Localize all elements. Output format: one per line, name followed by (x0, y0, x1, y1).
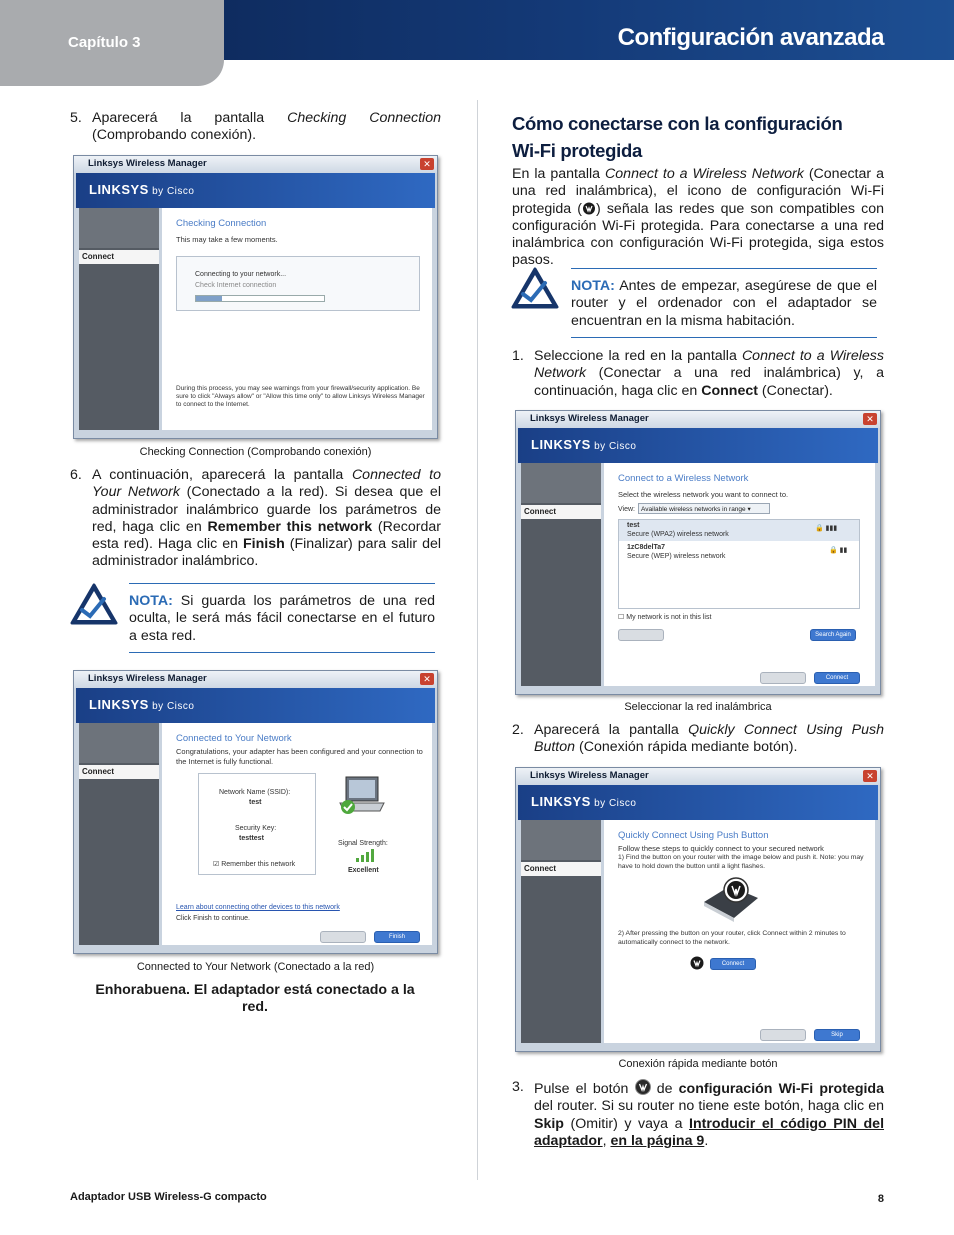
column-divider (477, 100, 478, 1180)
wps-icon (690, 956, 704, 970)
step-3-text: Pulse el botón de configuración Wi-Fi protegida del router. Si su router no tiene este botón, haga clic en Skip (Omitir) y vaya a Introducir el código PIN del adaptador, en la página 9. (534, 1081, 885, 1149)
network-2-security: Secure (WEP) wireless network (627, 553, 726, 560)
network-info-box (198, 773, 316, 875)
progress-box (176, 256, 420, 311)
network-1-name: test (627, 522, 640, 529)
step-2-text: Aparecerá la pantalla Quickly Connect Using Push Button (Conexión rápida mediante botón). (534, 722, 884, 756)
network-2-name: 1zC8delTa7 (627, 544, 665, 551)
ssid-label: Network Name (SSID): (219, 789, 291, 796)
caption-4: Conexión rápida mediante botón (618, 1058, 778, 1070)
panel-heading: Quickly Connect Using Push Button (618, 830, 769, 841)
step-1-text: Seleccione la red en la pantalla Connect to a Wireless Network (Conectar a una red inalámbrica) y, a continuación, haga clic en Connect (Conectar). (534, 348, 884, 399)
close-icon: ✕ (420, 158, 434, 170)
instruction-2: 2) After pressing the button on your router, click Connect within 2 minutes to automatically connect to the network. (618, 930, 846, 946)
skip-button[interactable]: Skip (814, 1029, 860, 1041)
window-title: Linksys Wireless Manager (516, 411, 880, 428)
back-button[interactable] (760, 672, 806, 684)
view-label: View: (618, 506, 635, 513)
panel-sub: This may take a few moments. (176, 235, 278, 244)
search-again-button[interactable]: Search Again (810, 629, 856, 641)
screenshot-push-button (515, 767, 881, 1052)
view-select[interactable]: Available wireless networks in range ▾ (638, 503, 770, 514)
back-button[interactable] (320, 931, 366, 943)
instruction-1: 1) Find the button on your router with the image below and push it. Note: you may have to hold down the button until a light flashes. (618, 854, 864, 870)
panel-sub: Follow these steps to quickly connect to your secured network (618, 844, 824, 853)
note-box-right (571, 268, 877, 338)
step-5-text: Aparecerá la pantalla Checking Connection (Comprobando conexión). (92, 110, 441, 144)
finish-hint: Click Finish to continue. (176, 915, 250, 922)
sidebar (79, 208, 159, 430)
signal-strength-icon (356, 848, 380, 862)
main-panel (604, 820, 875, 1043)
window-title: Linksys Wireless Manager (74, 671, 437, 688)
step-2-number: 2. (512, 722, 524, 738)
brand-sub: by Cisco (148, 186, 195, 197)
panel-sub: Congratulations, your adapter has been configured and your connection to the Internet is fully functional. (176, 747, 423, 766)
screenshot-select-network (515, 410, 881, 695)
footer-product: Adaptador USB Wireless-G compacto (70, 1191, 267, 1203)
brand-sub: by Cisco (590, 798, 637, 809)
step-1-number: 1. (512, 348, 524, 364)
screenshot-checking-connection (73, 155, 438, 439)
brand-sub: by Cisco (148, 701, 195, 712)
panel-heading: Connect to a Wireless Network (618, 473, 749, 484)
back-button[interactable] (760, 1029, 806, 1041)
network-list (618, 519, 860, 609)
brand-banner (76, 688, 435, 723)
close-icon: ✕ (420, 673, 434, 685)
page-link[interactable]: en la página 9 (610, 1132, 705, 1149)
brand-logo: LINKSYS (89, 182, 149, 197)
step-3-number: 3. (512, 1079, 524, 1095)
caption-2: Connected to Your Network (Conectado a la red) (136, 961, 375, 973)
close-icon: ✕ (863, 770, 877, 782)
connect-button[interactable]: Connect (814, 672, 860, 684)
remember-checkbox[interactable]: ☑ Remember this network (213, 861, 296, 868)
note-box-left (129, 583, 435, 653)
network-2-icons: 🔒 ▮▮ (829, 547, 848, 554)
brand-banner (518, 785, 878, 820)
section-title: Cómo conectarse con la configuración Wi-Fi protegida (512, 113, 843, 161)
brand-logo: LINKSYS (531, 794, 591, 809)
sidebar (521, 820, 601, 1043)
screenshot-connected (73, 670, 438, 954)
progress-line-1: Connecting to your network... (195, 271, 287, 278)
brand-banner (518, 428, 878, 463)
network-row[interactable] (619, 542, 859, 563)
wps-connect-button[interactable]: Connect (710, 958, 756, 970)
sidebar-connect: Connect (79, 765, 159, 779)
sidebar-connect: Connect (521, 505, 601, 519)
finish-button[interactable]: Finish (374, 931, 420, 943)
not-in-list-checkbox[interactable]: ☐ My network is not in this list (618, 614, 712, 621)
pin-link[interactable]: Introducir el código PIN del adaptador (534, 1115, 885, 1149)
sidebar (521, 463, 601, 686)
congrats-text: Enhorabuena. El adaptador está conectado a la red. (95, 982, 415, 1016)
panel-heading: Connected to Your Network (176, 733, 292, 744)
caption-3: Seleccionar la red inalámbrica (624, 701, 772, 713)
footer-page-number: 8 (877, 1193, 884, 1205)
caption-1: Checking Connection (Comprobando conexión) (139, 446, 372, 458)
router-wps-icon (700, 872, 762, 924)
progress-bar (195, 295, 325, 302)
check-note-icon (70, 583, 118, 627)
check-note-icon (511, 267, 559, 311)
step-5-number: 5. (70, 110, 82, 126)
signal-value: Excellent (348, 867, 379, 874)
signal-label: Signal Strength: (338, 840, 388, 847)
main-panel (604, 463, 875, 686)
network-row-selected[interactable] (619, 520, 859, 541)
main-panel (162, 723, 432, 945)
page-title: Configuración avanzada (617, 24, 884, 51)
note-text-left: NOTA: Si guarda los parámetros de una red oculta, le será más fácil conectarse en el futuro a esta red. (129, 593, 435, 644)
note-text-right: NOTA: Antes de empezar, asegúrese de que el router y el ordenador con el adaptador se encuentran en la misma habitación. (571, 278, 877, 329)
sidebar (79, 723, 159, 945)
key-label: Security Key: (235, 825, 277, 832)
chapter-label: Capítulo 3 (68, 34, 141, 51)
laptop-icon (338, 775, 388, 819)
intro-text: En la pantalla Connect to a Wireless Network (Conectar a una red inalámbrica), el icono de configuración Wi-Fi protegida ( ) señala las redes que son compatibles con configuración Wi-Fi protegida. Para conectarse a una red inalámbrica con configuración Wi-Fi protegida, siga estos pasos. (512, 166, 885, 269)
ssid-value: test (249, 799, 262, 806)
panel-heading: Checking Connection (176, 218, 267, 229)
sidebar-connect: Connect (521, 862, 601, 876)
step-6-text: A continuación, aparecerá la pantalla Connected to Your Network (Conectado a la red). Si desea que el administrador inalámbrico guarde los parámetros de red, haga clic en Remember this network (Recordar esta red). Haga clic en Finish (Finalizar) para salir del administrador inalámbrico. (92, 467, 442, 570)
wps-button-icon (635, 1079, 651, 1095)
advanced-button[interactable] (618, 629, 664, 641)
window-title: Linksys Wireless Manager (516, 768, 880, 785)
window-title: Linksys Wireless Manager (74, 156, 437, 173)
network-1-security: Secure (WPA2) wireless network (627, 531, 729, 538)
panel-sub: Select the wireless network you want to connect to. (618, 490, 789, 499)
brand-logo: LINKSYS (89, 697, 149, 712)
sidebar-connect: Connect (79, 250, 159, 264)
wps-icon (582, 202, 596, 215)
learn-link[interactable]: Learn about connecting other devices to this network (176, 904, 340, 911)
network-1-icons: 🔒 ▮▮▮ (815, 525, 838, 532)
brand-banner (76, 173, 435, 208)
brand-sub: by Cisco (590, 441, 637, 452)
step-6-number: 6. (70, 467, 82, 483)
brand-logo: LINKSYS (531, 437, 591, 452)
close-icon: ✕ (863, 413, 877, 425)
main-panel (162, 208, 432, 430)
progress-line-2: Check Internet connection (195, 282, 277, 289)
firewall-note: During this process, you may see warnings from your firewall/security application. Be sure to click "Always allow" or "Allow this time only" to allow Linksys Wireless Manager to connect to the Internet. (176, 385, 425, 408)
key-value: testtest (239, 835, 264, 842)
